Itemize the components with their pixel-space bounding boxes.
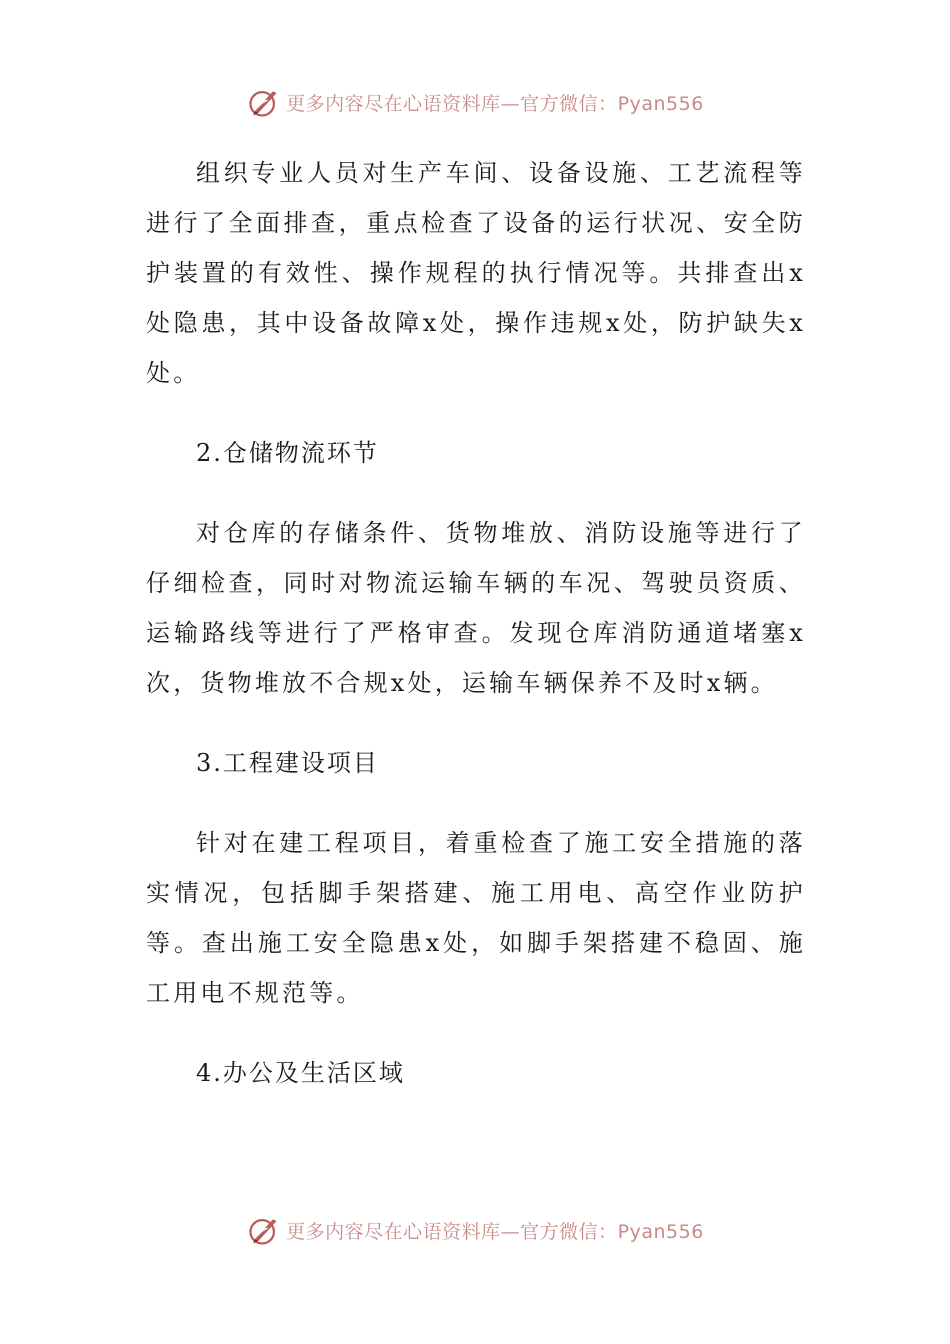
pen-circle-logo-icon — [246, 1212, 282, 1248]
watermark-text: 更多内容尽在心语资料库—官方微信：Pyan556 — [286, 92, 704, 115]
wechat-id: Pyan556 — [617, 1220, 704, 1243]
document-body — [146, 148, 806, 1098]
footer-watermark — [0, 1208, 950, 1252]
heading-office-living: 4.办公及生活区域 — [196, 1059, 405, 1087]
paragraph-warehouse-logistics: 对仓库的存储条件、货物堆放、消防设施等进行了仔细检查，同时对物流运输车辆的车况、驾驶员资质、运输路线等进行了严格审查。发现仓库消防通道堵塞x次，货物堆放不合规x处，运输车辆保养不及时x辆。 — [146, 519, 806, 697]
paragraph-production: 组织专业人员对生产车间、设备设施、工艺流程等进行了全面排查，重点检查了设备的运行状况、安全防护装置的有效性、操作规程的执行情况等。共排查出x处隐患，其中设备故障x处，操作违规x处，防护缺失x处。 — [146, 159, 806, 387]
heading-construction-projects: 3.工程建设项目 — [196, 749, 379, 777]
header-watermark — [0, 80, 950, 124]
wechat-id: Pyan556 — [617, 92, 704, 115]
watermark-text: 更多内容尽在心语资料库—官方微信：Pyan556 — [286, 1220, 704, 1243]
heading-warehouse-logistics: 2.仓储物流环节 — [196, 439, 379, 467]
paragraph-construction-projects: 针对在建工程项目，着重检查了施工安全措施的落实情况，包括脚手架搭建、施工用电、高空作业防护等。查出施工安全隐患x处，如脚手架搭建不稳固、施工用电不规范等。 — [146, 829, 806, 1007]
pen-circle-logo-icon — [246, 84, 282, 120]
